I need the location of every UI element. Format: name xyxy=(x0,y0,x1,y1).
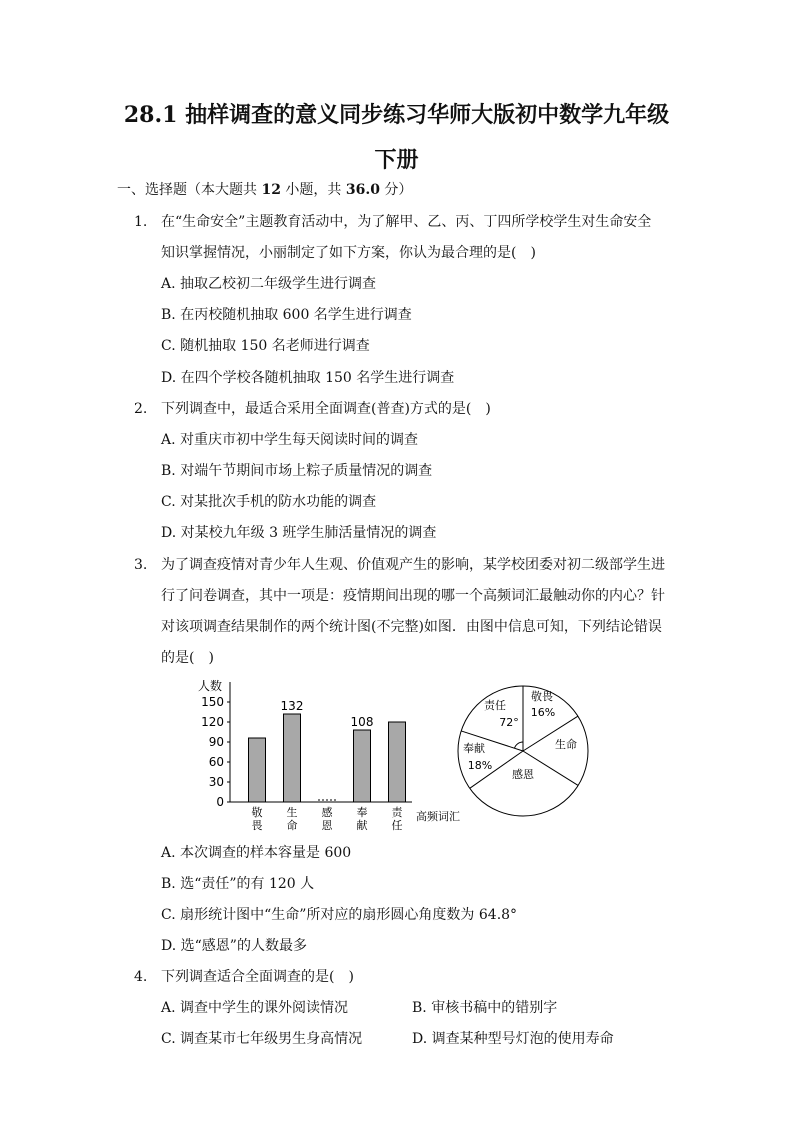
question-stem: 下列调查适合全面调查的是( ) xyxy=(161,969,354,985)
page-title: 28.1 抽样调查的意义同步练习华师大版初中数学九年级 xyxy=(123,102,670,128)
bar-chart xyxy=(190,678,480,836)
pie-slice-label: 生命 xyxy=(555,738,577,751)
option-d[interactable]: D. 选“感恩”的人数最多 xyxy=(161,938,307,954)
y-tick-label: 30 xyxy=(208,775,224,789)
total-score: 36.0 xyxy=(345,182,380,198)
question-count: 12 xyxy=(261,182,281,198)
data-label: 108 xyxy=(350,715,374,729)
x-tick-label: 畏 xyxy=(251,819,263,832)
page-title-continued: 下册 xyxy=(374,147,419,173)
x-tick-label: 责 xyxy=(391,806,403,819)
y-tick-label: 150 xyxy=(201,695,224,709)
question-stem: 的是( ) xyxy=(161,650,214,666)
x-tick-label: 献 xyxy=(356,819,368,832)
pie-slice-annotation: 16% xyxy=(530,706,556,719)
x-tick-label: 生 xyxy=(286,806,298,819)
option-a[interactable]: A. 本次调查的样本容量是 600 xyxy=(161,845,352,861)
question-number: 3. xyxy=(134,557,148,573)
question-number: 2. xyxy=(134,401,148,417)
option-a[interactable]: A. 对重庆市初中学生每天阅读时间的调查 xyxy=(161,432,419,448)
y-tick-label: 120 xyxy=(201,715,224,729)
option-b[interactable]: B. 在丙校随机抽取 600 名学生进行调查 xyxy=(161,307,412,323)
y-axis-label: 人数 xyxy=(198,679,223,693)
pie-slice-label: 敬畏 xyxy=(531,690,553,703)
question-stem: 为了调查疫情对青少年人生观、价值观产生的影响，某学校团委对初二级部学生进 xyxy=(161,557,665,573)
option-d[interactable]: D. 调查某种型号灯泡的使用寿命 xyxy=(412,1031,614,1047)
question-number: 4. xyxy=(134,969,148,985)
x-tick-label: 任 xyxy=(391,819,403,832)
x-tick-label: 恩 xyxy=(321,819,333,832)
bar xyxy=(354,730,371,802)
option-c[interactable]: C. 扇形统计图中“生命”所对应的扇形圆心角度数为 64.8° xyxy=(161,907,518,923)
data-label: 132 xyxy=(280,699,304,713)
y-tick-label: 90 xyxy=(208,735,224,749)
bar xyxy=(284,714,301,802)
x-tick-label: 奉 xyxy=(356,806,368,819)
option-c[interactable]: C. 调查某市七年级男生身高情况 xyxy=(161,1031,363,1047)
option-b[interactable]: B. 对端午节期间市场上粽子质量情况的调查 xyxy=(161,463,433,479)
pie-slice-annotation: 18% xyxy=(467,759,493,772)
question-stem: 在“生命安全”主题教育活动中，为了解甲、乙、丙、丁四所学校学生对生命安全 xyxy=(161,214,652,230)
pie-slice-label: 奉献 xyxy=(463,742,485,755)
bar xyxy=(389,722,406,802)
x-tick-label: 感 xyxy=(321,806,333,819)
pie-slice-label: 责任 xyxy=(484,699,506,712)
bar xyxy=(249,738,266,802)
option-c[interactable]: C. 对某批次手机的防水功能的调查 xyxy=(161,494,377,510)
option-b[interactable]: B. 审核书稿中的错别字 xyxy=(412,1000,558,1016)
pie-slice-annotation: 72° xyxy=(499,716,519,729)
question-number: 1. xyxy=(134,214,148,230)
y-tick-label: 0 xyxy=(216,795,224,809)
question-stem: 下列调查中，最适合采用全面调查(普查)方式的是( ) xyxy=(161,401,491,417)
pie-chart xyxy=(452,680,594,822)
x-tick-label: 命 xyxy=(286,819,298,832)
option-c[interactable]: C. 随机抽取 150 名老师进行调查 xyxy=(161,338,370,354)
y-tick-label: 60 xyxy=(208,755,224,769)
option-a[interactable]: A. 调查中学生的课外阅读情况 xyxy=(161,1000,349,1016)
question-stem: 对该项调查结果制作的两个统计图(不完整)如图．由图中信息可知，下列结论错误 xyxy=(161,619,662,635)
option-d[interactable]: D. 在四个学校各随机抽取 150 名学生进行调查 xyxy=(161,370,455,386)
question-stem: 行了问卷调查，其中一项是：疫情期间出现的哪一个高频词汇最触动你的内心？针 xyxy=(161,588,665,604)
option-b[interactable]: B. 选“责任”的有 120 人 xyxy=(161,876,315,892)
pie-slice-label: 感恩 xyxy=(512,768,534,781)
x-tick-label: 敬 xyxy=(251,806,263,819)
question-stem: 知识掌握情况，小丽制定了如下方案，你认为最合理的是( ) xyxy=(161,245,536,261)
section-heading: 一、选择题（本大题共 12 小题，共 36.0 分） xyxy=(117,182,413,198)
x-axis-label: 高频词汇 xyxy=(416,810,460,823)
option-d[interactable]: D. 对某校九年级 3 班学生肺活量情况的调查 xyxy=(161,525,437,541)
option-a[interactable]: A. 抽取乙校初二年级学生进行调查 xyxy=(161,276,377,292)
